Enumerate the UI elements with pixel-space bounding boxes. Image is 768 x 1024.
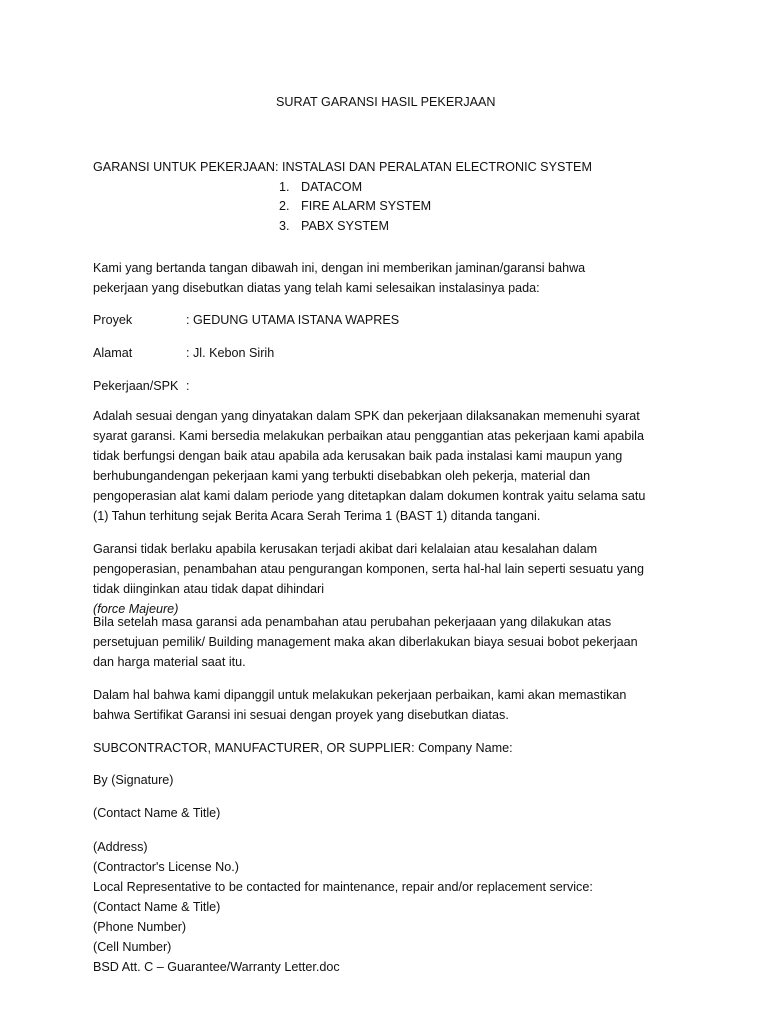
contact-title-line: (Contact Name & Title) — [93, 806, 221, 820]
field-proyek — [93, 312, 399, 328]
intro-paragraph — [93, 258, 683, 298]
paragraph-line: syarat garansi. Kami bersedia melakukan perbaikan atau penggantian atas pekerjaan kami apabila — [93, 429, 644, 443]
paragraph-line: tidak berfungsi dengan baik atau apabila ada kerusakan baik pada instalasi kami maupun yang — [93, 449, 623, 463]
field-label: Proyek — [93, 313, 133, 327]
list-label: DATACOM — [301, 180, 363, 194]
footer-line: (Cell Number) — [93, 940, 172, 954]
list-item — [279, 179, 362, 195]
list-number: 2. — [279, 199, 290, 213]
footer-line: Local Representative to be contacted for maintenance, repair and/or replacement service: — [93, 880, 593, 894]
list-item — [279, 198, 431, 214]
paragraph-line: Adalah sesuai dengan yang dinyatakan dalam SPK dan pekerjaan dilaksanakan memenuhi syarat — [93, 409, 640, 423]
list-number: 3. — [279, 219, 290, 233]
field-spk — [93, 378, 190, 394]
field-label: Alamat — [93, 346, 133, 360]
field-value: : Jl. Kebon Sirih — [186, 346, 275, 360]
paragraph-line: Dalam hal bahwa kami dipanggil untuk melakukan pekerjaan perbaikan, kami akan memastikan — [93, 688, 627, 702]
paragraph-line: (1) Tahun terhitung sejak Berita Acara Serah Terima 1 (BAST 1) ditanda tangani. — [93, 509, 541, 523]
paragraph-line: pekerjaan yang disebutkan diatas yang telah kami selesaikan instalasinya pada: — [93, 281, 540, 295]
paragraph-text: tidak diinginkan atau tidak dapat dihindari — [93, 582, 325, 596]
list-item — [279, 218, 389, 234]
paragraph-changes — [93, 612, 683, 672]
field-label: Pekerjaan/SPK — [93, 379, 179, 393]
footer-line: (Contact Name & Title) — [93, 900, 221, 914]
field-value: : — [186, 379, 190, 393]
paragraph-line: persetujuan pemilik/ Building management maka akan diberlakukan biaya sesuai bobot pekerjaan — [93, 635, 638, 649]
paragraph-line: bahwa Sertifikat Garansi ini sesuai dengan proyek yang disebutkan diatas. — [93, 708, 509, 722]
paragraph-terms — [93, 406, 683, 526]
document-title: SURAT GARANSI HASIL PEKERJAAN — [276, 95, 496, 109]
field-value: : GEDUNG UTAMA ISTANA WAPRES — [186, 313, 400, 327]
paragraph-line: pengoperasian alat kami dalam periode yang ditetapkan dalam dokumen kontrak yaitu selama satu — [93, 489, 646, 503]
list-label: FIRE ALARM SYSTEM — [301, 199, 432, 213]
paragraph-line: dan harga material saat itu. — [93, 655, 246, 669]
list-number: 1. — [279, 180, 290, 194]
warranty-heading: GARANSI UNTUK PEKERJAAN: INSTALASI DAN PERALATAN ELECTRONIC SYSTEM — [93, 160, 592, 174]
footer-line: (Address) — [93, 840, 148, 854]
footer-block — [93, 837, 683, 977]
paragraph-line: Kami yang bertanda tangan dibawah ini, dengan ini memberikan jaminan/garansi bahwa — [93, 261, 586, 275]
paragraph-line: pengoperasian, penambahan atau pengurangan komponen, serta hal-hal lain seperti sesuatu yang — [93, 562, 645, 576]
footer-line: BSD Att. C – Guarantee/Warranty Letter.doc — [93, 960, 340, 974]
signature-line: By (Signature) — [93, 773, 174, 787]
field-alamat — [93, 345, 274, 361]
subcontractor-line: SUBCONTRACTOR, MANUFACTURER, OR SUPPLIER: Company Name: — [93, 741, 513, 755]
paragraph-line: Bila setelah masa garansi ada penambahan atau perubahan pekerjaaan yang dilakukan atas — [93, 615, 612, 629]
list-label: PABX SYSTEM — [301, 219, 389, 233]
paragraph-line: berhubungandengan pekerjaan kami yang terbukti disebabkan oleh pekerja, material dan — [93, 469, 591, 483]
paragraph-line: Garansi tidak berlaku apabila kerusakan terjadi akibat dari kelalaian atau kesalahan dalam — [93, 542, 598, 556]
paragraph-exclusions — [93, 539, 683, 619]
footer-line: (Phone Number) — [93, 920, 187, 934]
footer-line: (Contractor's License No.) — [93, 860, 239, 874]
force-majeure-text: (force Majeure) — [93, 602, 179, 616]
paragraph-certificate — [93, 685, 683, 725]
